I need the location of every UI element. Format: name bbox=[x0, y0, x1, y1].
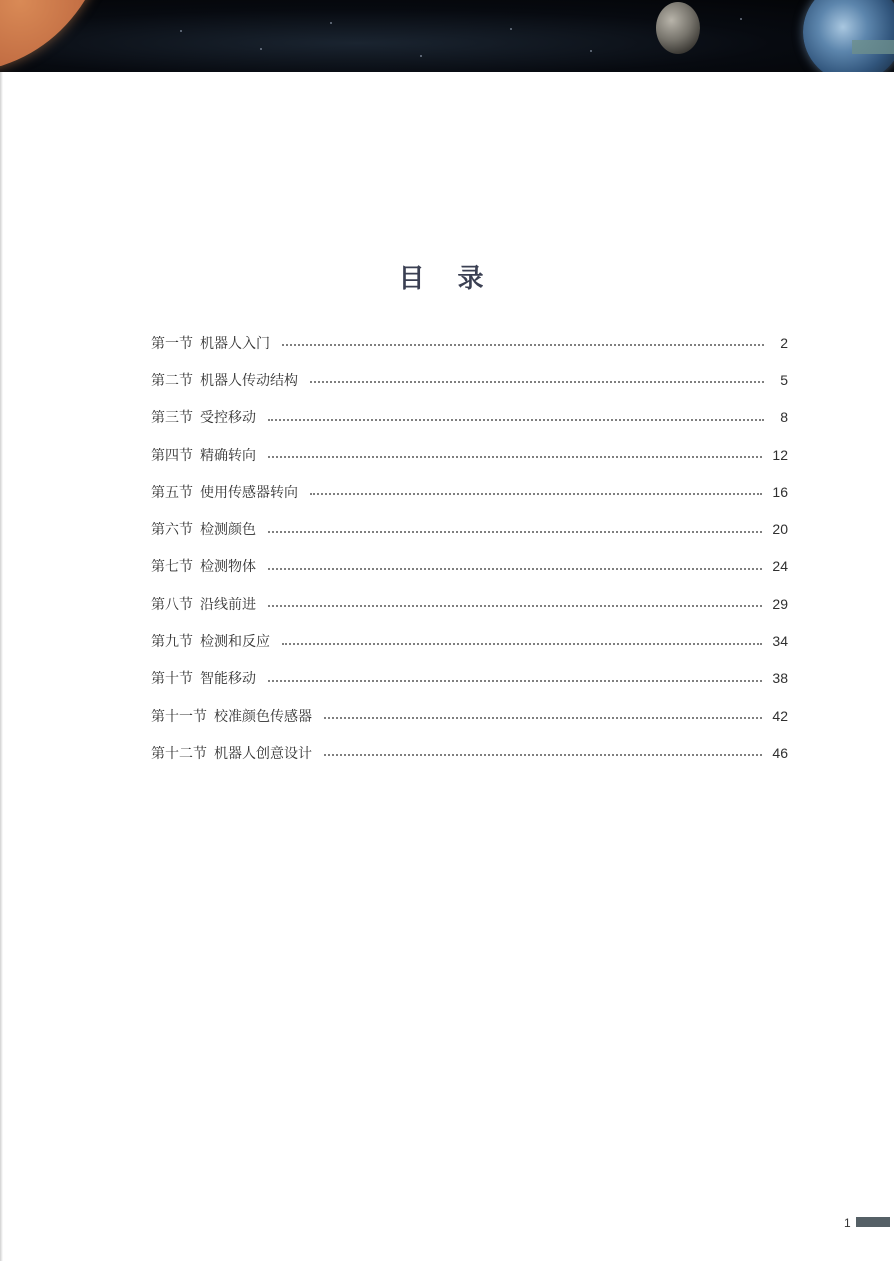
toc-section-name: 机器人创意设计 bbox=[214, 745, 312, 762]
toc-row[interactable] bbox=[151, 436, 788, 473]
banner-edge-tab bbox=[852, 40, 894, 54]
toc-row[interactable] bbox=[151, 734, 788, 771]
toc-leader-dots bbox=[268, 567, 762, 570]
toc-page-number: 2 bbox=[780, 334, 788, 351]
toc-section-label: 第七节 bbox=[151, 559, 193, 576]
star bbox=[330, 22, 332, 24]
toc-page-number: 42 bbox=[772, 707, 788, 724]
toc-leader-dots bbox=[310, 492, 762, 495]
page-number: 1 bbox=[844, 1216, 851, 1230]
star bbox=[180, 30, 182, 32]
toc-section-label: 第五节 bbox=[151, 484, 193, 501]
toc-leader-dots bbox=[268, 455, 762, 458]
toc-section-label: 第十二节 bbox=[151, 745, 207, 762]
toc-section-label: 第三节 bbox=[151, 410, 193, 427]
toc-page-number: 8 bbox=[780, 409, 788, 426]
toc-row[interactable] bbox=[151, 585, 788, 622]
toc-section-label: 第九节 bbox=[151, 634, 193, 651]
toc-row[interactable] bbox=[151, 548, 788, 585]
toc-section-name: 校准颜色传感器 bbox=[214, 708, 312, 725]
toc-section-name: 检测和反应 bbox=[200, 634, 270, 651]
toc-row[interactable] bbox=[151, 510, 788, 547]
toc-leader-dots bbox=[282, 642, 762, 645]
toc-leader-dots bbox=[282, 343, 764, 346]
toc-section-name: 沿线前进 bbox=[200, 596, 256, 613]
toc-section-name: 受控移动 bbox=[200, 410, 256, 427]
toc-page-number: 38 bbox=[772, 670, 788, 687]
toc-section-label: 第十节 bbox=[151, 671, 193, 688]
toc-section-name: 智能移动 bbox=[200, 671, 256, 688]
toc-section-name: 检测物体 bbox=[200, 559, 256, 576]
table-of-contents bbox=[151, 324, 788, 772]
toc-section-label: 第十一节 bbox=[151, 708, 207, 725]
toc-section-label: 第二节 bbox=[151, 372, 193, 389]
toc-section-name: 使用传感器转向 bbox=[200, 484, 298, 501]
toc-page-number: 29 bbox=[772, 595, 788, 612]
mars-image bbox=[0, 0, 110, 72]
toc-row[interactable] bbox=[151, 473, 788, 510]
page-number-bar bbox=[856, 1217, 890, 1227]
toc-leader-dots bbox=[268, 604, 762, 607]
toc-page-number: 46 bbox=[772, 744, 788, 761]
earth-image bbox=[803, 0, 894, 72]
toc-leader-dots bbox=[268, 530, 762, 533]
toc-page-number: 34 bbox=[772, 633, 788, 650]
toc-leader-dots bbox=[324, 753, 762, 756]
toc-row[interactable] bbox=[151, 361, 788, 398]
toc-section-name: 机器人传动结构 bbox=[200, 372, 298, 389]
star bbox=[740, 18, 742, 20]
toc-leader-dots bbox=[324, 716, 762, 719]
toc-leader-dots bbox=[268, 679, 762, 682]
toc-page-number: 5 bbox=[780, 371, 788, 388]
star bbox=[590, 50, 592, 52]
page-title: 目 录 bbox=[398, 264, 496, 294]
header-space-banner bbox=[0, 0, 894, 72]
moon-image bbox=[656, 2, 700, 54]
scan-edge bbox=[0, 72, 3, 1261]
toc-row[interactable] bbox=[151, 697, 788, 734]
toc-row[interactable] bbox=[151, 399, 788, 436]
toc-section-label: 第四节 bbox=[151, 447, 193, 464]
star bbox=[510, 28, 512, 30]
toc-section-name: 精确转向 bbox=[200, 447, 256, 464]
toc-section-label: 第六节 bbox=[151, 522, 193, 539]
star bbox=[420, 55, 422, 57]
toc-row[interactable] bbox=[151, 660, 788, 697]
toc-section-label: 第一节 bbox=[151, 335, 193, 352]
toc-page-number: 12 bbox=[772, 446, 788, 463]
toc-section-name: 检测颜色 bbox=[200, 522, 256, 539]
toc-leader-dots bbox=[268, 418, 764, 421]
toc-leader-dots bbox=[310, 380, 764, 383]
star bbox=[260, 48, 262, 50]
toc-section-name: 机器人入门 bbox=[200, 335, 270, 352]
toc-page-number: 16 bbox=[772, 483, 788, 500]
toc-row[interactable] bbox=[151, 622, 788, 659]
toc-row[interactable] bbox=[151, 324, 788, 361]
toc-section-label: 第八节 bbox=[151, 596, 193, 613]
toc-page-number: 20 bbox=[772, 521, 788, 538]
toc-page-number: 24 bbox=[772, 558, 788, 575]
